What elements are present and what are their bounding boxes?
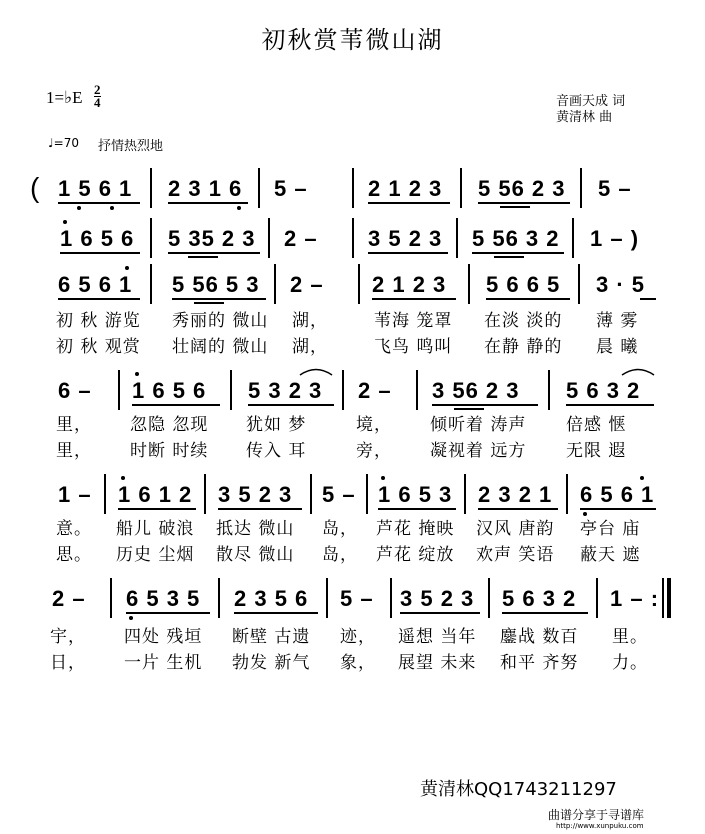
barline	[390, 578, 392, 618]
tie-arc	[620, 364, 656, 376]
lyric: 湖，	[292, 337, 328, 357]
lyric: 展望 未来	[398, 653, 477, 673]
barline	[580, 168, 582, 208]
beam	[478, 508, 558, 510]
measure: 5 3 2 3	[248, 378, 323, 403]
lyric: 宇，	[50, 627, 86, 647]
barline	[548, 370, 550, 410]
measure: 2 –	[290, 272, 324, 297]
lyric: 在淡 淡的	[484, 311, 563, 331]
barline	[118, 370, 120, 410]
lyric: 湖，	[292, 311, 328, 331]
lyric: 苇海 笼罩	[374, 311, 453, 331]
beam-double	[500, 206, 530, 208]
measure: 1 6 5 6	[132, 378, 207, 403]
repeat-barline	[662, 578, 664, 618]
barline	[566, 474, 568, 514]
beam-double	[188, 256, 218, 258]
time-signature	[94, 84, 101, 109]
lyric: 传入 耳	[246, 441, 307, 461]
lyric: 日，	[50, 653, 86, 673]
lyric: 力。	[612, 653, 648, 673]
measure: 2 3 2 1	[478, 482, 553, 507]
lyric: 船儿 破浪	[116, 519, 195, 539]
barline	[258, 168, 260, 208]
lyric: 在静 静的	[484, 337, 563, 357]
lyric: 飞鸟 鸣叫	[374, 337, 453, 357]
beam	[478, 202, 570, 204]
lyric: 岛，	[322, 545, 358, 565]
lyric: 壮阔的 微山	[172, 337, 269, 357]
beam	[566, 404, 654, 406]
time-signature-bottom: 4	[94, 95, 101, 110]
lyric: 晨 曦	[596, 337, 639, 357]
high-octave-dot	[640, 476, 644, 480]
lyric: 初 秋 观赏	[56, 337, 141, 357]
lyric: 断壁 古遗	[232, 627, 311, 647]
lyric: 无限 遐	[566, 441, 627, 461]
measure: 1 – :	[610, 586, 660, 611]
beam	[234, 612, 318, 614]
measure: 3 5 2 3	[400, 586, 475, 611]
measure: 3 5 2 3	[218, 482, 293, 507]
watermark-url[interactable]: http://www.xunpuku.com	[556, 822, 644, 830]
lyric: 思。	[56, 545, 92, 565]
measure: 6 5 3 5	[126, 586, 201, 611]
beam	[372, 298, 456, 300]
barline	[596, 578, 598, 618]
measure: 1 6 1 2	[118, 482, 193, 507]
barline	[460, 168, 462, 208]
high-octave-dot	[135, 372, 139, 376]
beam	[486, 298, 570, 300]
measure: 3 5 2 3	[368, 226, 443, 251]
barline	[488, 578, 490, 618]
beam	[502, 612, 588, 614]
song-title: 初秋赏苇微山湖	[261, 26, 444, 54]
barline	[366, 474, 368, 514]
measure: 2 3 1 6	[168, 176, 243, 201]
beam	[432, 404, 538, 406]
beam-double	[494, 256, 524, 258]
lyric: 薄 雾	[596, 311, 639, 331]
measure: 5 –	[340, 586, 374, 611]
lyric: 勃发 新气	[232, 653, 311, 673]
barline	[352, 218, 354, 258]
barline	[416, 370, 418, 410]
low-octave-dot	[77, 206, 81, 210]
barline	[358, 264, 360, 304]
lyric: 鏖战 数百	[500, 627, 579, 647]
lyric: 旁，	[356, 441, 392, 461]
beam	[172, 298, 266, 300]
high-octave-dot	[381, 476, 385, 480]
key-signature: 1=♭E	[46, 88, 83, 107]
lyric: 抵达 微山	[216, 519, 295, 539]
lyric: 和平 齐努	[500, 653, 579, 673]
measure: 5 56 5 3	[172, 272, 260, 297]
composer-credit: 黄清林 曲	[556, 110, 613, 125]
lyric: 汉风 唐韵	[476, 519, 555, 539]
barline	[110, 578, 112, 618]
beam	[60, 252, 140, 254]
measure: 2 3 5 6	[234, 586, 309, 611]
lyric: 散尽 微山	[216, 545, 295, 565]
low-octave-dot	[237, 206, 241, 210]
lyric: 亭台 庙	[580, 519, 641, 539]
beam	[472, 252, 564, 254]
measure: 1 – )	[590, 226, 640, 251]
lyric: 意。	[56, 519, 92, 539]
measure: 6 5 6 1	[58, 272, 133, 297]
beam	[58, 298, 140, 300]
barline	[150, 264, 152, 304]
barline	[230, 370, 232, 410]
measure: 5 –	[274, 176, 308, 201]
tie-arc	[298, 364, 334, 376]
barline	[268, 218, 270, 258]
measure: 2 1 2 3	[372, 272, 447, 297]
measure: 3 · 5	[596, 272, 646, 297]
measure: 1 6 5 6	[60, 226, 135, 251]
barline	[342, 370, 344, 410]
measure: 5 56 2 3	[478, 176, 566, 201]
lyricist-credit: 音画天成 词	[556, 94, 626, 109]
lyric: 忽隐 忽现	[130, 415, 209, 435]
measure: 3 56 2 3	[432, 378, 520, 403]
measure: 5 35 2 3	[168, 226, 256, 251]
measure: 2 –	[284, 226, 318, 251]
lyric: 象，	[340, 653, 376, 673]
beam-double	[194, 302, 224, 304]
beam	[168, 202, 248, 204]
measure: 2 –	[52, 586, 86, 611]
lyric: 蔽天 遮	[580, 545, 641, 565]
beam	[368, 252, 448, 254]
measure: 2 –	[358, 378, 392, 403]
beam	[58, 202, 140, 204]
intro-open-paren: (	[30, 172, 41, 203]
lyric: 四处 残垣	[124, 627, 203, 647]
measure: 5 –	[598, 176, 632, 201]
beam	[118, 508, 196, 510]
time-signature-top: 2	[94, 82, 101, 97]
arranger-signature: 黄清林QQ1743211297	[420, 779, 617, 800]
lyric: 遥想 当年	[398, 627, 477, 647]
lyric: 历史 尘烟	[116, 545, 195, 565]
lyric: 倾听着 涛声	[430, 415, 527, 435]
lyric: 境，	[356, 415, 392, 435]
barline	[468, 264, 470, 304]
measure: 5 –	[322, 482, 356, 507]
barline	[204, 474, 206, 514]
barline	[578, 264, 580, 304]
lyric: 时断 时续	[130, 441, 209, 461]
beam	[218, 508, 302, 510]
barline	[310, 474, 312, 514]
measure: 5 6 3 2	[566, 378, 641, 403]
barline	[352, 168, 354, 208]
beam	[640, 298, 656, 300]
barline	[274, 264, 276, 304]
lyric: 里。	[612, 627, 648, 647]
lyric: 犹如 梦	[246, 415, 307, 435]
high-octave-dot	[63, 220, 67, 224]
low-octave-dot	[129, 616, 133, 620]
barline	[572, 218, 574, 258]
beam	[400, 612, 480, 614]
beam	[368, 202, 450, 204]
barline	[456, 218, 458, 258]
measure: 6 5 6 1	[580, 482, 655, 507]
tempo-marking: ♩=70	[48, 136, 79, 150]
lyric: 芦花 掩映	[376, 519, 455, 539]
barline	[464, 474, 466, 514]
lyric: 岛，	[322, 519, 358, 539]
lyric: 里，	[56, 441, 92, 461]
measure: 1 –	[58, 482, 92, 507]
beam	[580, 508, 656, 510]
lyric: 秀丽的 微山	[172, 311, 269, 331]
lyric: 凝视着 远方	[430, 441, 527, 461]
beam	[378, 508, 456, 510]
lyric: 一片 生机	[124, 653, 203, 673]
lyric: 欢声 笑语	[476, 545, 555, 565]
expression-marking: 抒情热烈地	[98, 139, 164, 154]
barline	[218, 578, 220, 618]
lyric: 芦花 绽放	[376, 545, 455, 565]
lyric: 里，	[56, 415, 92, 435]
repeat-barline-thick	[667, 578, 671, 618]
low-octave-dot	[110, 206, 114, 210]
high-octave-dot	[125, 266, 129, 270]
measure: 2 1 2 3	[368, 176, 443, 201]
measure: 6 –	[58, 378, 92, 403]
watermark: 曲谱分享于寻谱库	[548, 808, 645, 822]
high-octave-dot	[121, 476, 125, 480]
measure: 5 6 3 2	[502, 586, 577, 611]
barline	[104, 474, 106, 514]
barline	[150, 218, 152, 258]
lyric: 倍感 惬	[566, 415, 627, 435]
measure: 1 5 6 1	[58, 176, 133, 201]
beam	[248, 404, 334, 406]
lyric: 初 秋 游览	[56, 311, 141, 331]
barline	[326, 578, 328, 618]
measure: 5 6 6 5	[486, 272, 561, 297]
measure: 5 56 3 2	[472, 226, 560, 251]
barline	[150, 168, 152, 208]
beam	[126, 612, 210, 614]
beam	[132, 404, 220, 406]
measure: 1 6 5 3	[378, 482, 453, 507]
beam	[168, 252, 260, 254]
lyric: 迹，	[340, 627, 376, 647]
